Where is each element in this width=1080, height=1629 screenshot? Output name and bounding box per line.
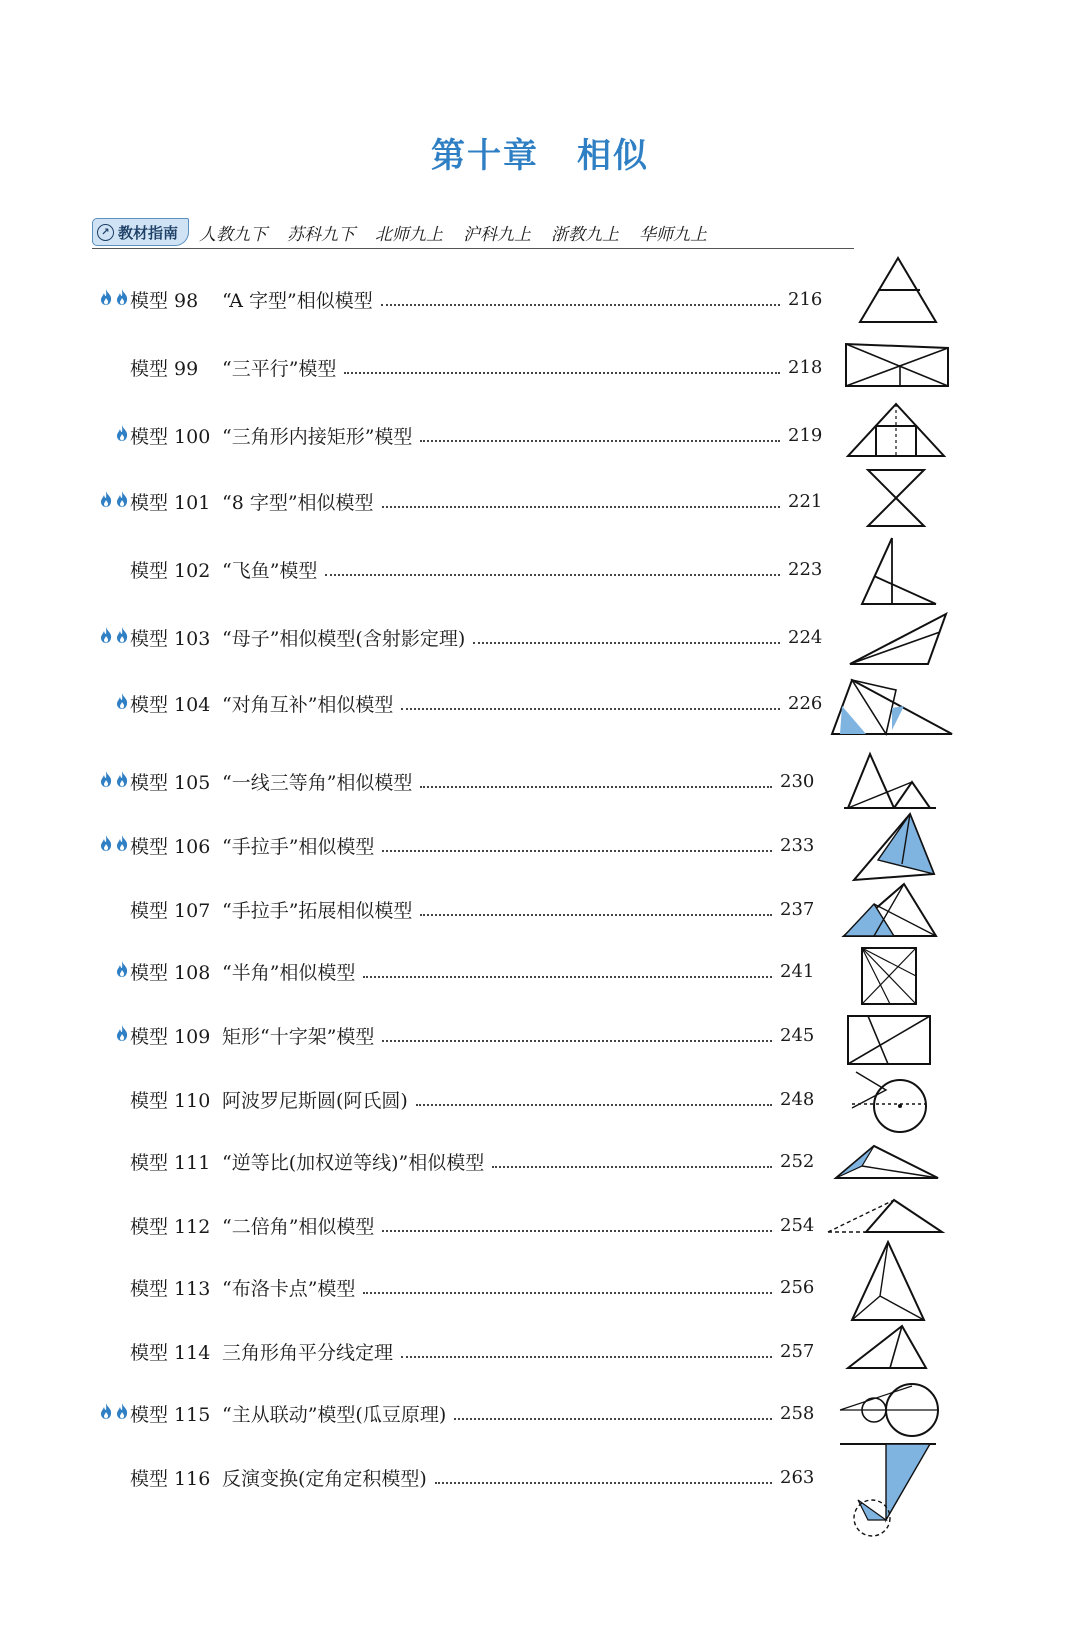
- model-title: “对角互补”相似模型: [222, 693, 394, 716]
- page-number: 216: [788, 288, 823, 310]
- model-number: 模型 116: [130, 1467, 211, 1490]
- model-number: 模型 113: [130, 1277, 211, 1300]
- dot-leader: [435, 1470, 772, 1484]
- model-number: 模型 100: [130, 425, 211, 448]
- model-title: “逆等比(加权逆等线)”相似模型: [222, 1151, 485, 1174]
- brocard-point-figure: [850, 1240, 926, 1324]
- model-number: 模型 105: [130, 771, 211, 794]
- page-number: 248: [780, 1088, 815, 1110]
- model-title: “三角形内接矩形”模型: [222, 425, 413, 448]
- page-number: 252: [780, 1150, 815, 1172]
- flame-icon-group: [92, 692, 130, 715]
- dot-leader: [382, 1028, 772, 1042]
- textbook-guide-tag: [92, 218, 189, 246]
- inscribed-rectangle-figure: [846, 402, 946, 460]
- master-slave-figure: [838, 1378, 942, 1436]
- model-title: “8 字型”相似模型: [222, 491, 374, 514]
- model-title: 矩形“十字架”模型: [222, 1025, 375, 1048]
- angle-bisector-figure: [846, 1324, 930, 1372]
- model-title: 反演变换(定角定积模型): [222, 1467, 427, 1490]
- page-number: 233: [780, 834, 815, 856]
- page-number: 224: [788, 626, 823, 648]
- dot-leader: [363, 964, 772, 978]
- apollonius-circle-figure: [846, 1068, 930, 1138]
- dot-leader: [382, 1218, 772, 1232]
- model-title: “飞鱼”模型: [222, 559, 318, 582]
- textbook-guide-label: 教材指南: [118, 223, 179, 242]
- chapter-title: [0, 128, 1080, 177]
- chapter-name: 相似: [577, 136, 649, 176]
- flame-icon: [98, 1402, 114, 1425]
- page-number: 258: [780, 1402, 815, 1424]
- textbook-item: 苏科九下: [287, 225, 356, 245]
- dot-leader: [325, 562, 780, 576]
- supplementary-angles-figure: [830, 678, 956, 736]
- eight-shape-figure: [862, 468, 928, 530]
- a-shape-figure: [856, 256, 940, 326]
- model-number: 模型 112: [130, 1215, 211, 1238]
- page-number: 245: [780, 1024, 815, 1046]
- model-number: 模型 115: [130, 1403, 211, 1426]
- toc-entry[interactable]: [92, 896, 814, 922]
- flame-icon: [114, 424, 130, 447]
- page-number: 254: [780, 1214, 815, 1236]
- dot-leader: [416, 1092, 772, 1106]
- flame-icon-group: [92, 490, 130, 513]
- dot-leader: [420, 774, 772, 788]
- toc-entry[interactable]: [92, 1148, 814, 1174]
- flame-icon: [114, 288, 130, 311]
- model-number: 模型 108: [130, 961, 211, 984]
- model-title: 三角形角平分线定理: [222, 1341, 394, 1364]
- page-number: 230: [780, 770, 815, 792]
- textbook-item: 人教九下: [199, 225, 268, 245]
- dot-leader: [401, 696, 780, 710]
- flame-icon: [98, 770, 114, 793]
- flame-icon: [114, 960, 130, 983]
- toc-entry[interactable]: [92, 690, 822, 716]
- toc-entry[interactable]: [92, 1338, 814, 1364]
- dot-leader: [381, 292, 780, 306]
- textbook-item: 北师九上: [375, 225, 444, 245]
- flame-icon-group: [92, 1402, 130, 1425]
- model-title: “母子”相似模型(含射影定理): [222, 627, 466, 650]
- flame-icon: [98, 288, 114, 311]
- page-number: 241: [780, 960, 815, 982]
- toc-entry[interactable]: [92, 768, 814, 794]
- page-number: 221: [788, 490, 823, 512]
- model-number: 模型 101: [130, 491, 211, 514]
- inversion-figure: [838, 1440, 938, 1550]
- dot-leader: [420, 428, 780, 442]
- hand-in-hand-extended-figure: [842, 882, 938, 940]
- toc-entry[interactable]: [92, 832, 814, 858]
- model-number: 模型 109: [130, 1025, 211, 1048]
- page-number: 223: [788, 558, 823, 580]
- model-number: 模型 99: [130, 357, 199, 380]
- half-angle-figure: [860, 946, 918, 1006]
- model-number: 模型 106: [130, 835, 211, 858]
- page-number: 237: [780, 898, 815, 920]
- model-number: 模型 107: [130, 899, 211, 922]
- dot-leader: [344, 360, 780, 374]
- dot-leader: [473, 630, 780, 644]
- toc-entry[interactable]: [92, 1400, 814, 1426]
- page-number: 226: [788, 692, 823, 714]
- page-number: 218: [788, 356, 823, 378]
- model-number: 模型 114: [130, 1341, 211, 1364]
- model-title: “手拉手”相似模型: [222, 835, 375, 858]
- dot-leader: [420, 902, 772, 916]
- model-title: “二倍角”相似模型: [222, 1215, 375, 1238]
- toc-entry[interactable]: [92, 354, 822, 380]
- model-number: 模型 102: [130, 559, 211, 582]
- chapter-number: 第十章: [431, 136, 539, 176]
- flame-icon: [98, 834, 114, 857]
- compass-icon: ↗: [97, 224, 114, 241]
- toc-entry[interactable]: [92, 1274, 814, 1300]
- textbook-item: 华师九上: [639, 225, 708, 245]
- model-number: 模型 110: [130, 1089, 211, 1112]
- flame-icon: [114, 834, 130, 857]
- model-number: 模型 111: [130, 1151, 211, 1174]
- model-number: 模型 104: [130, 693, 211, 716]
- dot-leader: [382, 838, 772, 852]
- toc-entry[interactable]: [92, 1464, 814, 1490]
- flame-icon: [114, 770, 130, 793]
- toc-entry[interactable]: [92, 1086, 814, 1112]
- flame-icon: [98, 490, 114, 513]
- flame-icon-group: [92, 1024, 130, 1047]
- flame-icon: [114, 1024, 130, 1047]
- page-number: 257: [780, 1340, 815, 1362]
- dot-leader: [363, 1280, 772, 1294]
- flame-icon-group: [92, 424, 130, 447]
- toc-entry[interactable]: [92, 958, 814, 984]
- mother-child-figure: [846, 612, 950, 668]
- flame-icon: [114, 490, 130, 513]
- page-number: 219: [788, 424, 823, 446]
- flame-icon: [98, 626, 114, 649]
- flame-icon-group: [92, 770, 130, 793]
- model-title: “半角”相似模型: [222, 961, 356, 984]
- double-angle-figure: [826, 1196, 944, 1236]
- model-title: “手拉手”拓展相似模型: [222, 899, 413, 922]
- model-title: “主从联动”模型(瓜豆原理): [222, 1403, 447, 1426]
- model-title: “布洛卡点”模型: [222, 1277, 356, 1300]
- flame-icon-group: [92, 960, 130, 983]
- flying-fish-figure: [856, 536, 940, 608]
- toc-entry[interactable]: [92, 488, 822, 514]
- textbook-list: [199, 220, 707, 245]
- flame-icon: [114, 692, 130, 715]
- flame-icon: [114, 1402, 130, 1425]
- textbook-item: 浙教九上: [551, 225, 620, 245]
- model-title: “三平行”模型: [222, 357, 337, 380]
- page-number: 263: [780, 1466, 815, 1488]
- three-parallel-figure: [840, 340, 954, 390]
- dot-leader: [492, 1154, 772, 1168]
- toc-entry[interactable]: [92, 1022, 814, 1048]
- hand-in-hand-figure: [848, 812, 940, 884]
- model-title: “一线三等角”相似模型: [222, 771, 413, 794]
- flame-icon: [114, 626, 130, 649]
- cross-rectangle-figure: [846, 1014, 932, 1066]
- toc-entry[interactable]: [92, 556, 822, 582]
- page-number: 256: [780, 1276, 815, 1298]
- model-number: 模型 98: [130, 289, 199, 312]
- model-title: 阿波罗尼斯圆(阿氏圆): [222, 1089, 408, 1112]
- model-number: 模型 103: [130, 627, 211, 650]
- flame-icon-group: [92, 834, 130, 857]
- model-title: “A 字型”相似模型: [222, 289, 373, 312]
- textbook-item: 沪科九上: [463, 225, 532, 245]
- one-line-three-angles-figure: [842, 748, 938, 812]
- toc-entry[interactable]: [92, 422, 822, 448]
- dot-leader: [382, 494, 780, 508]
- dot-leader: [401, 1344, 772, 1358]
- flame-icon-group: [92, 626, 130, 649]
- toc-entry[interactable]: [92, 1212, 814, 1238]
- toc-entry[interactable]: [92, 624, 822, 650]
- textbook-guide-bar: [92, 218, 854, 249]
- flame-icon-group: [92, 288, 130, 311]
- reverse-ratio-figure: [834, 1142, 942, 1182]
- dot-leader: [454, 1406, 772, 1420]
- toc-entry[interactable]: [92, 286, 822, 312]
